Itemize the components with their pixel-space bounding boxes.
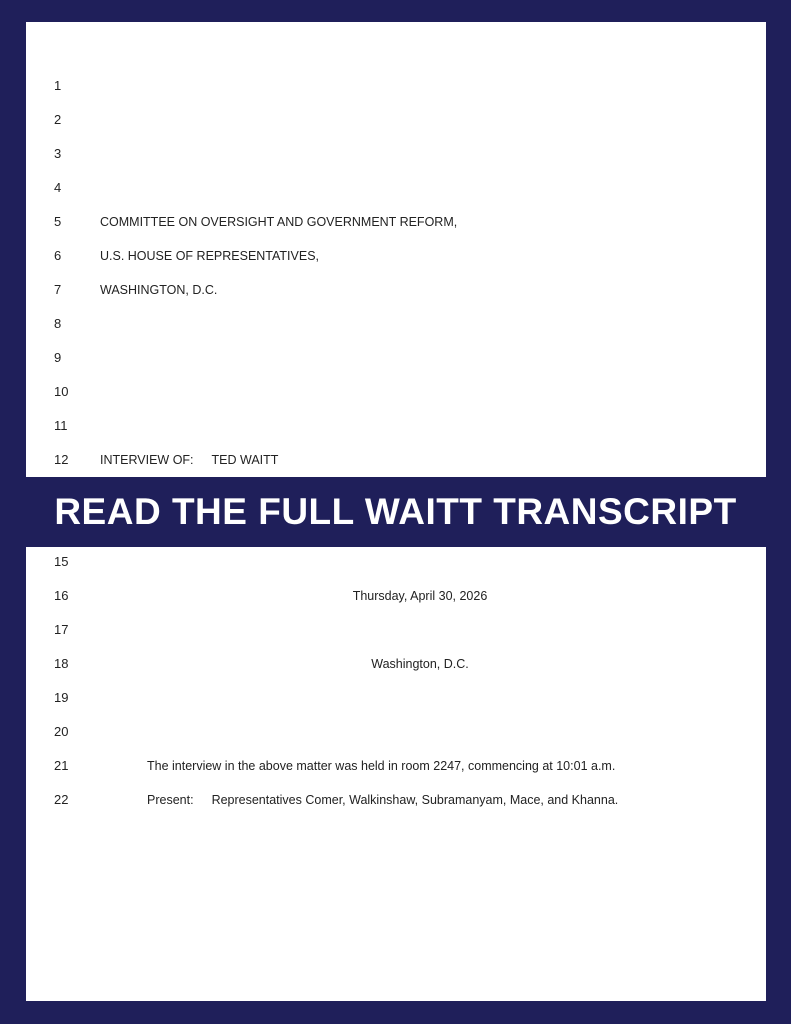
line-number: 5	[54, 214, 62, 229]
line-number: 8	[54, 316, 62, 331]
transcript-page-bottom	[26, 547, 766, 1001]
interview-statement: The interview in the above matter was held in room 2247, commencing at 10:01 a.m.	[147, 759, 616, 773]
line-number: 6	[54, 248, 62, 263]
transcript-page-top	[26, 22, 766, 477]
interview-label: INTERVIEW OF:	[100, 453, 194, 467]
line-number: 21	[54, 758, 69, 773]
line-number: 9	[54, 350, 62, 365]
line-number: 12	[54, 452, 69, 467]
read-transcript-banner[interactable]: READ THE FULL WAITT TRANSCRIPT	[54, 491, 737, 532]
interview-location: Washington, D.C.	[371, 657, 469, 671]
line-number: 11	[54, 418, 68, 433]
line-number: 2	[54, 112, 62, 127]
line-number: 10	[54, 384, 69, 399]
line-number: 7	[54, 282, 62, 297]
interview-date: Thursday, April 30, 2026	[352, 589, 488, 603]
present-label: Present:	[147, 793, 194, 807]
line-number: 4	[54, 180, 62, 195]
line-number: 16	[54, 588, 69, 603]
line-number: 20	[54, 724, 69, 739]
interview-of-line	[100, 452, 278, 468]
line-number: 19	[54, 690, 69, 705]
line-number: 3	[54, 146, 62, 161]
present-line	[147, 792, 618, 808]
line-number: 22	[54, 792, 69, 807]
house-name: U.S. HOUSE OF REPRESENTATIVES,	[100, 249, 320, 263]
line-number: 18	[54, 656, 69, 671]
line-number: 1	[54, 78, 62, 93]
present-names: Representatives Comer, Walkinshaw, Subramanyam, Mace, and Khanna.	[211, 793, 619, 807]
committee-name: COMMITTEE ON OVERSIGHT AND GOVERNMENT REFORM,	[100, 215, 458, 229]
line-number: 15	[54, 554, 69, 569]
interviewee-name: TED WAITT	[211, 453, 279, 467]
line-number: 17	[54, 622, 69, 637]
city-name: WASHINGTON, D.C.	[100, 283, 218, 297]
